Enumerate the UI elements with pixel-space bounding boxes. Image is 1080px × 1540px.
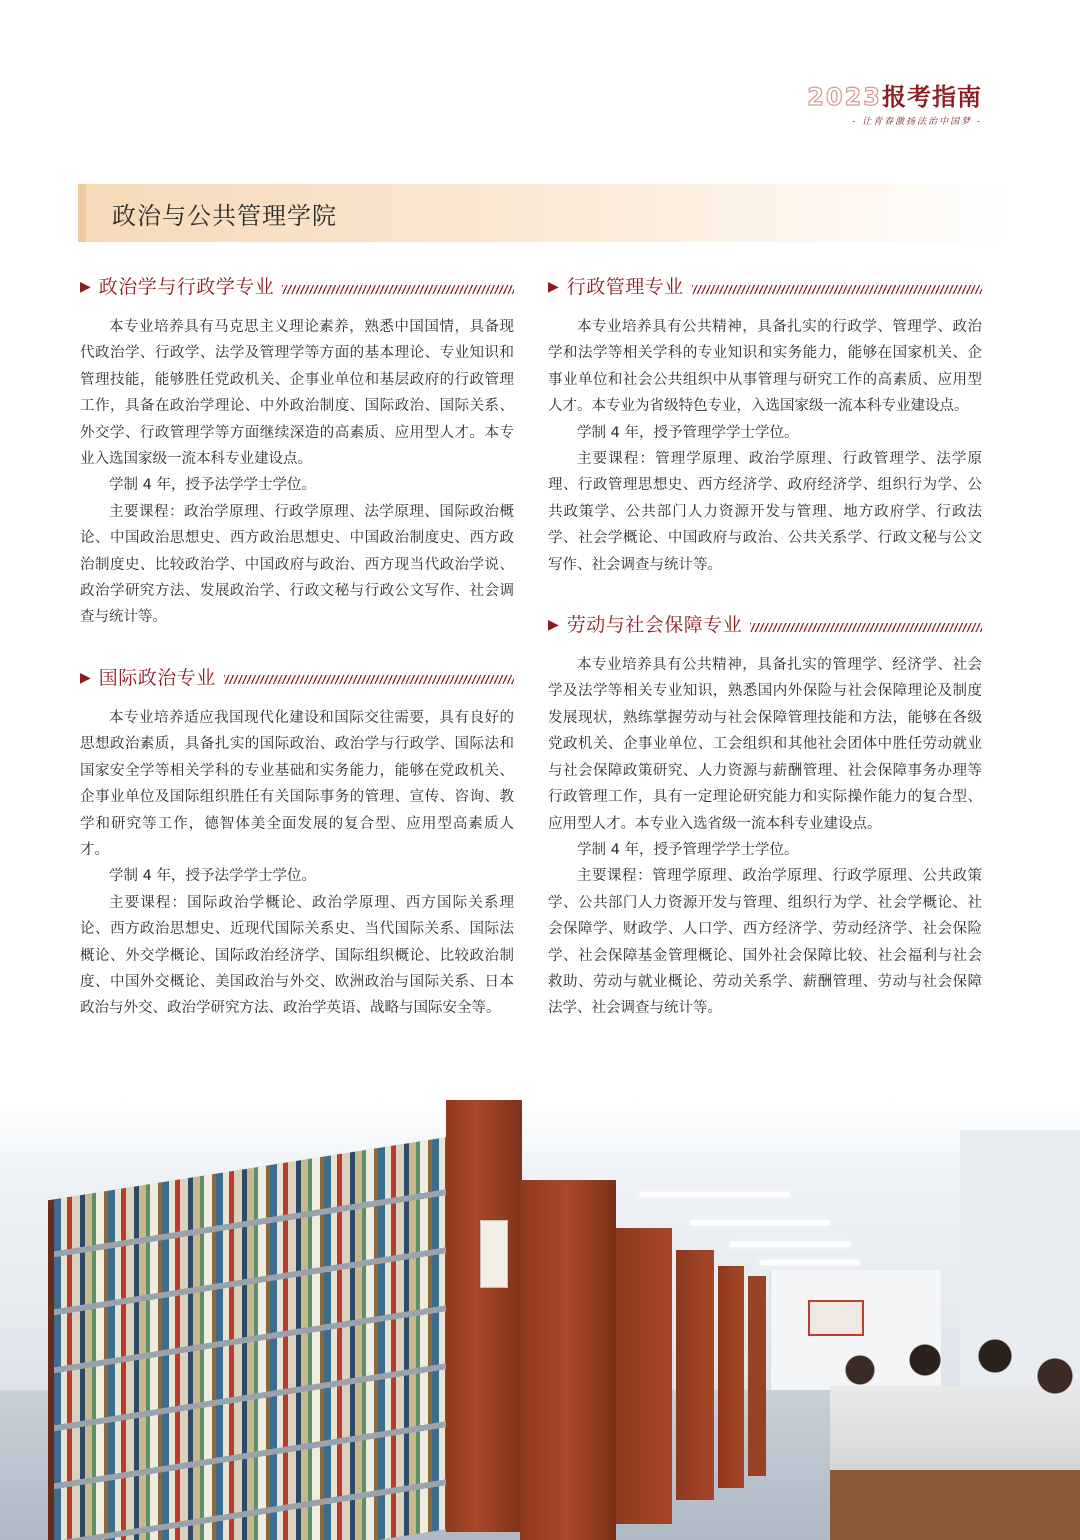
ceiling-light bbox=[640, 1192, 790, 1197]
section-heading bbox=[548, 612, 982, 638]
guide-brand bbox=[807, 82, 982, 127]
bookshelf-end-panel bbox=[748, 1276, 766, 1476]
section-public-admin bbox=[548, 274, 982, 578]
hatched-divider bbox=[750, 623, 982, 632]
section-paragraph: 主要课程：国际政治学概论、政治学原理、西方国际关系理论、西方政治思想史、近现代国际关系史、当代国际关系、国际法概论、外交学概论、国际政治经济学、国际组织概论、比较政治制度、中国外交概论、美国政治与外交、欧洲政治与国际关系、日本政治与外交、政治学研究方法、政治学英语、战略与国际安全等。 bbox=[80, 894, 514, 1017]
section-paragraph: 主要课程：管理学原理、政治学原理、行政学原理、公共政策学、公共部门人力资源开发与管理、组织行为学、社会学概论、社会保障学、财政学、人口学、西方经济学、劳动经济学、社会保险学、社会保障基金管理概论、国外社会保障比较、社会福利与社会救助、劳动与就业概论、劳动关系学、薪酬管理、劳动与社会保障法学、社会调查与统计等。 bbox=[548, 868, 982, 1017]
section-labor-social bbox=[548, 612, 982, 1022]
section-title: 行政管理专业 bbox=[566, 275, 684, 298]
students-reading bbox=[830, 1330, 1080, 1540]
left-column bbox=[80, 274, 514, 1022]
section-paragraph: 学制 4 年，授予法学学士学位。 bbox=[109, 868, 316, 885]
triangle-right-icon: ▶ bbox=[80, 669, 91, 686]
section-heading bbox=[80, 274, 514, 300]
section-title: 国际政治专业 bbox=[98, 666, 216, 689]
guide-title bbox=[807, 82, 982, 112]
guide-slogan: - 让青春激扬法治中国梦 - bbox=[852, 117, 982, 127]
ceiling-light bbox=[760, 1260, 860, 1265]
hatched-divider bbox=[282, 285, 514, 294]
section-paragraph: 主要课程：政治学原理、行政学原理、法学原理、国际政治概论、中国政治思想史、西方政治思想史、中国政治制度史、西方政治制度史、比较政治学、中国政府与政治、西方现当代政治学说、政治学研究方法、发展政治学、行政文秘与行政公文写作、社会调查与统计等。 bbox=[80, 503, 514, 626]
guide-title-text: 报考指南 bbox=[882, 83, 982, 111]
bookshelf-end-panel bbox=[446, 1100, 522, 1532]
triangle-right-icon: ▶ bbox=[548, 616, 559, 633]
section-paragraph: 学制 4 年，授予法学学士学位。 bbox=[109, 477, 316, 494]
college-title: 政治与公共管理学院 bbox=[112, 202, 337, 230]
bookshelf-end-panel bbox=[718, 1266, 744, 1488]
section-paragraph: 主要课程：管理学原理、政治学原理、行政管理学、法学原理、行政管理思想史、西方经济学、政府经济学、组织行为学、公共政策学、公共部门人力资源开发与管理、地方政府学、行政法学、社会学概论、中国政府与政治、公共关系学、行政文秘与公文写作、社会调查与统计等。 bbox=[548, 451, 982, 573]
bookshelf-end-panel bbox=[616, 1228, 672, 1524]
shelf-label-card bbox=[480, 1220, 508, 1288]
section-paragraph: 本专业培养具有公共精神，具备扎实的管理学、经济学、社会学及法学等相关专业知识，熟悉国内外保险与社会保障理论及制度发展现状，熟练掌握劳动与社会保障管理技能和方法，能够在各级党政机关、企事业单位、工会组织和其他社会团体中胜任劳动就业与社会保障政策研究、人力资源与薪酬管理、社会保障事务办理等行政管理工作，具有一定理论研究能力和实际操作能力的复合型、应用型人才。本专业入选省级一流本科专业建设点。 bbox=[548, 657, 982, 832]
section-paragraph: 本专业培养适应我国现代化建设和国际交往需要，具有良好的思想政治素质，具备扎实的国际政治、政治学与行政学、国际法和国家安全学等相关学科的专业基础和实务能力，能够在党政机关、企事业单位及国际组织胜任有关国际事务的管理、宣传、咨询、教学和研究等工作，德智体美全面发展的复合型、应用型高素质人才。 bbox=[80, 709, 514, 858]
ceiling-light bbox=[730, 1242, 850, 1247]
ceiling-light bbox=[690, 1220, 830, 1225]
section-politics-admin bbox=[80, 274, 514, 631]
section-paragraph: 本专业培养具有马克思主义理论素养，熟悉中国国情，具备现代政治学、行政学、法学及管理学等方面的基本理论、专业知识和管理技能，能够胜任党政机关、企事业单位和基层政府的行政管理工作，具备在政治学理论、中外政治制度、国际政治、国际关系、外交学、行政管理学等方面继续深造的高素质、应用型人才。本专业入选国家级一流本科专业建设点。 bbox=[80, 319, 514, 468]
section-intl-politics bbox=[80, 665, 514, 1022]
section-paragraph: 学制 4 年，授予管理学学士学位。 bbox=[577, 424, 799, 441]
hatched-divider bbox=[224, 675, 514, 684]
bookshelf-end-panel bbox=[676, 1250, 714, 1500]
library-photo bbox=[0, 1100, 1080, 1540]
triangle-right-icon: ▶ bbox=[548, 278, 559, 295]
right-column bbox=[548, 274, 982, 1022]
section-paragraph: 学制 4 年，授予管理学学士学位。 bbox=[577, 841, 799, 858]
section-heading bbox=[548, 274, 982, 300]
hatched-divider bbox=[692, 285, 982, 294]
section-paragraph: 本专业培养具有公共精神，具备扎实的行政学、管理学、政治学和法学等相关学科的专业知识和实务能力，能够在国家机关、企事业单位和社会公共组织中从事管理与研究工作的高素质、应用型人才。本专业为省级特色专业，入选国家级一流本科专业建设点。 bbox=[548, 319, 982, 415]
triangle-right-icon: ▶ bbox=[80, 278, 91, 295]
bookshelf-end-panel bbox=[520, 1180, 616, 1540]
guide-year: 2023 bbox=[807, 83, 882, 111]
section-title: 政治学与行政学专业 bbox=[98, 275, 275, 298]
section-heading bbox=[80, 665, 514, 691]
college-banner bbox=[78, 184, 1010, 242]
section-title: 劳动与社会保障专业 bbox=[566, 613, 743, 636]
bookshelf-front bbox=[48, 1136, 454, 1540]
